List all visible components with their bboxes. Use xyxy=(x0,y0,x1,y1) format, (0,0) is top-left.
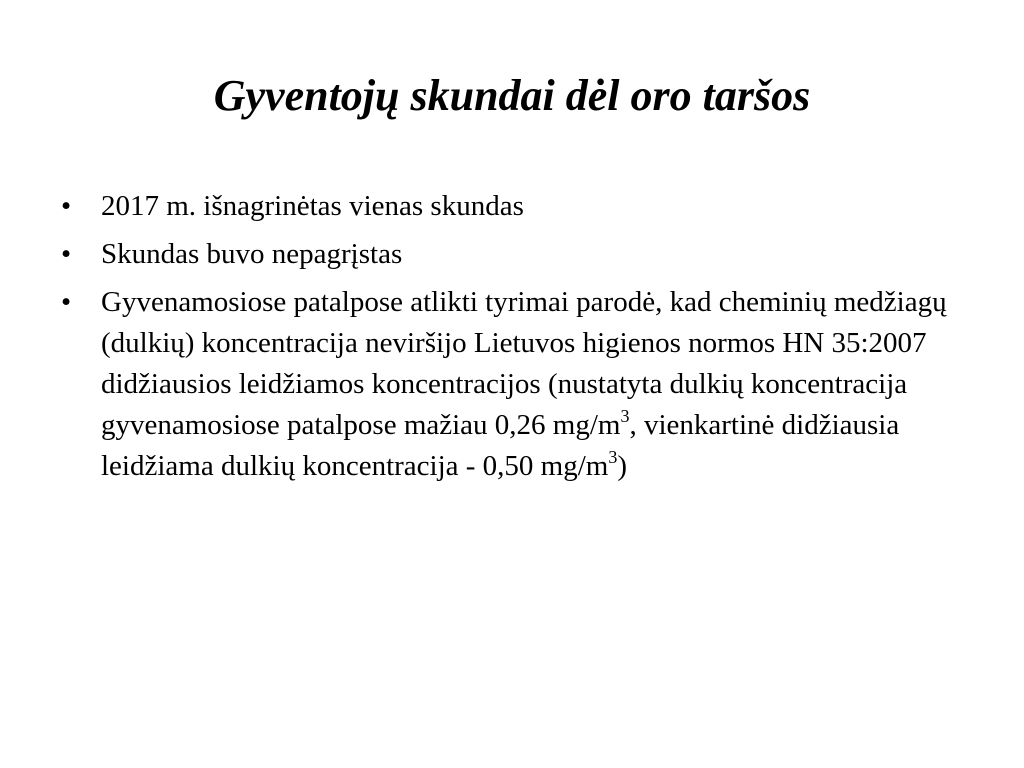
superscript-exponent: 3 xyxy=(608,447,618,467)
superscript-exponent: 3 xyxy=(620,406,630,426)
bullet-list xyxy=(61,186,971,494)
bullet-text-part-1: Gyvenamosiose patalpose atlikti tyrimai parodė, kad cheminių medžiagų (dulkių) koncentracija neviršijo Lietuvos higienos normos HN 35:2007 didžiausios leidžiamos koncentracijos (nustatyta dulkių koncentracija gyvenamosiose patalpose mažiau 0,26 mg/m xyxy=(101,286,947,441)
bullet-icon: • xyxy=(61,286,72,318)
bullet-icon: • xyxy=(61,238,72,270)
bullet-text-part-2: , vienkartinė didžiausia leidžiama dulkių koncentracija - 0,50 mg/m xyxy=(101,409,900,482)
bullet-text xyxy=(101,286,947,482)
bullet-text-part-3: ) xyxy=(617,450,628,482)
bullet-icon: • xyxy=(61,190,72,222)
bullet-item-2 xyxy=(61,234,971,275)
slide-title: Gyventojų skundai dėl oro taršos xyxy=(213,71,811,120)
bullet-text: Skundas buvo nepagrįstas xyxy=(101,238,403,270)
bullet-item-1 xyxy=(61,186,971,227)
bullet-text: 2017 m. išnagrinėtas vienas skundas xyxy=(101,190,524,222)
bullet-item-3 xyxy=(61,282,971,487)
